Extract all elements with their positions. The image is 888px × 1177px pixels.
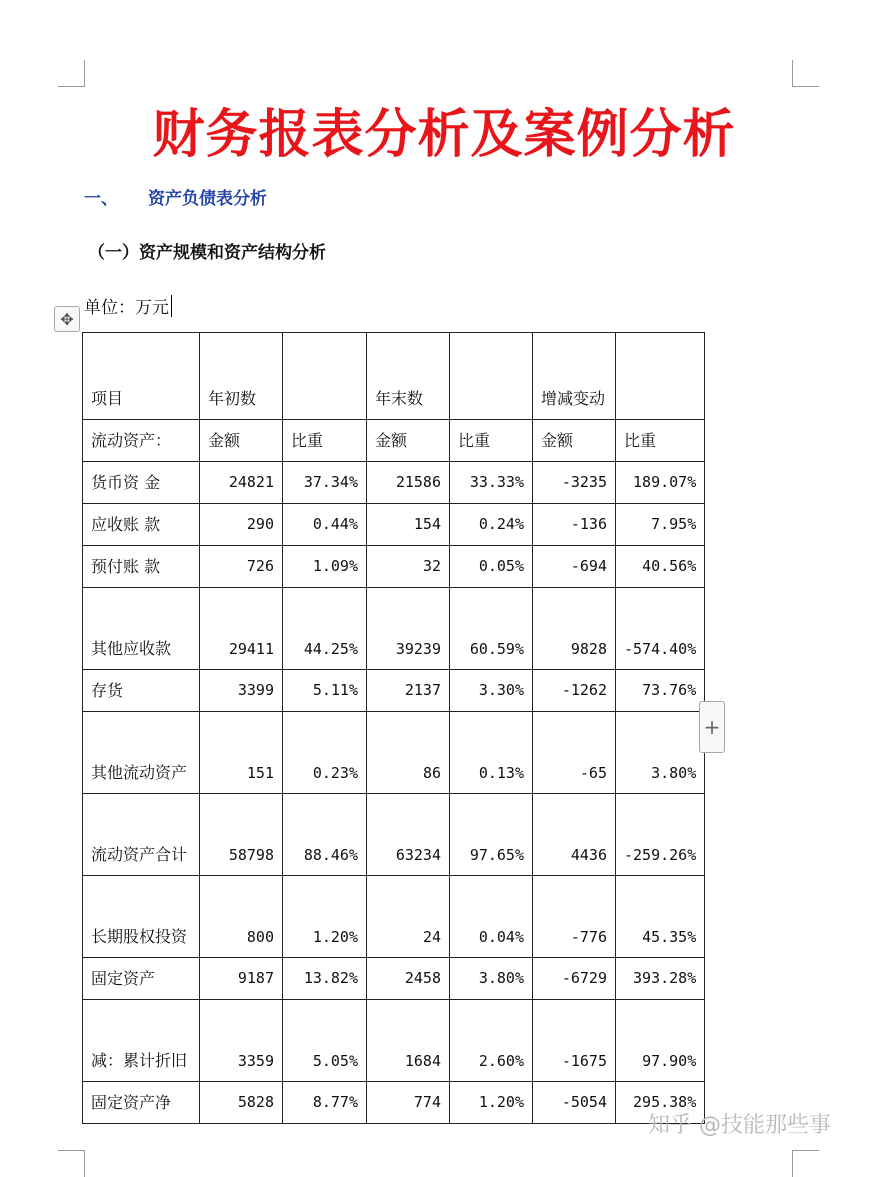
table-row: [83, 958, 705, 1000]
value-cell[interactable]: 24: [367, 876, 450, 958]
value-cell[interactable]: 5.11%: [283, 670, 367, 712]
row-label-cell[interactable]: 长期股权投资: [83, 876, 200, 958]
value-cell[interactable]: -1262: [533, 670, 616, 712]
header-cell[interactable]: 流动资产：: [83, 420, 200, 462]
table-subheader-row: [83, 420, 705, 462]
value-cell[interactable]: 3.80%: [616, 712, 705, 794]
value-cell[interactable]: 9828: [533, 588, 616, 670]
row-label-cell[interactable]: 固定资产净: [83, 1082, 200, 1124]
value-cell[interactable]: 3.30%: [450, 670, 533, 712]
header-cell[interactable]: 年初数: [200, 333, 283, 420]
value-cell[interactable]: 726: [200, 546, 283, 588]
row-label-cell[interactable]: 应收账 款: [83, 504, 200, 546]
value-cell[interactable]: -259.26%: [616, 794, 705, 876]
header-cell[interactable]: 年末数: [367, 333, 450, 420]
value-cell[interactable]: 97.65%: [450, 794, 533, 876]
value-cell[interactable]: -65: [533, 712, 616, 794]
value-cell[interactable]: -5054: [533, 1082, 616, 1124]
document-title: 财务报表分析及案例分析: [152, 105, 736, 165]
value-cell[interactable]: 32: [367, 546, 450, 588]
value-cell[interactable]: 189.07%: [616, 462, 705, 504]
page-corner-mark: [792, 1150, 819, 1177]
value-cell[interactable]: 3399: [200, 670, 283, 712]
value-cell[interactable]: -694: [533, 546, 616, 588]
unit-label[interactable]: [84, 293, 172, 318]
value-cell[interactable]: 39239: [367, 588, 450, 670]
value-cell[interactable]: 9187: [200, 958, 283, 1000]
table-row: [83, 670, 705, 712]
row-label-cell[interactable]: 货币资 金: [83, 462, 200, 504]
value-cell[interactable]: 1684: [367, 1000, 450, 1082]
text-cursor: [171, 295, 172, 317]
subsection-heading: （一）资产规模和资产结构分析: [88, 243, 326, 263]
header-cell[interactable]: 比重: [283, 420, 367, 462]
header-cell[interactable]: [283, 333, 367, 420]
header-cell[interactable]: 金额: [533, 420, 616, 462]
value-cell[interactable]: 2137: [367, 670, 450, 712]
value-cell[interactable]: 44.25%: [283, 588, 367, 670]
watermark: 知乎 @技能那些事: [648, 1113, 831, 1138]
value-cell[interactable]: 7.95%: [616, 504, 705, 546]
value-cell[interactable]: 8.77%: [283, 1082, 367, 1124]
value-cell[interactable]: 774: [367, 1082, 450, 1124]
value-cell[interactable]: 1.09%: [283, 546, 367, 588]
value-cell[interactable]: -136: [533, 504, 616, 546]
section-heading: [84, 184, 267, 209]
table-row: [83, 712, 705, 794]
value-cell[interactable]: 4436: [533, 794, 616, 876]
value-cell[interactable]: 0.23%: [283, 712, 367, 794]
value-cell[interactable]: 5828: [200, 1082, 283, 1124]
value-cell[interactable]: 1.20%: [283, 876, 367, 958]
table-row: [83, 546, 705, 588]
value-cell[interactable]: 0.04%: [450, 876, 533, 958]
header-cell[interactable]: 金额: [200, 420, 283, 462]
value-cell[interactable]: 73.76%: [616, 670, 705, 712]
table-header-row: [83, 333, 705, 420]
table-row: [83, 1082, 705, 1124]
value-cell[interactable]: 63234: [367, 794, 450, 876]
value-cell[interactable]: 13.82%: [283, 958, 367, 1000]
value-cell[interactable]: 3359: [200, 1000, 283, 1082]
header-cell[interactable]: 比重: [616, 420, 705, 462]
table-row: [83, 794, 705, 876]
value-cell[interactable]: 60.59%: [450, 588, 533, 670]
page-corner-mark: [792, 60, 819, 87]
add-row-icon[interactable]: +: [699, 701, 725, 753]
header-cell[interactable]: [450, 333, 533, 420]
row-label-cell[interactable]: 存货: [83, 670, 200, 712]
table-row: [83, 462, 705, 504]
value-cell[interactable]: 0.24%: [450, 504, 533, 546]
table-row: [83, 1000, 705, 1082]
row-label-cell[interactable]: 其他应收款: [83, 588, 200, 670]
value-cell[interactable]: 800: [200, 876, 283, 958]
move-icon[interactable]: ✥: [54, 306, 80, 332]
header-cell[interactable]: 增减变动: [533, 333, 616, 420]
value-cell[interactable]: 2.60%: [450, 1000, 533, 1082]
value-cell[interactable]: 88.46%: [283, 794, 367, 876]
value-cell[interactable]: -1675: [533, 1000, 616, 1082]
value-cell[interactable]: 290: [200, 504, 283, 546]
value-cell[interactable]: -6729: [533, 958, 616, 1000]
value-cell[interactable]: 86: [367, 712, 450, 794]
value-cell[interactable]: 40.56%: [616, 546, 705, 588]
table-row: [83, 588, 705, 670]
row-label-cell[interactable]: 固定资产: [83, 958, 200, 1000]
table-row: [83, 504, 705, 546]
value-cell[interactable]: 0.05%: [450, 546, 533, 588]
value-cell[interactable]: 24821: [200, 462, 283, 504]
row-label-cell[interactable]: 预付账 款: [83, 546, 200, 588]
unit-text: 单位：万元: [84, 298, 169, 318]
value-cell[interactable]: 5.05%: [283, 1000, 367, 1082]
value-cell[interactable]: 37.34%: [283, 462, 367, 504]
row-label-cell[interactable]: 其他流动资产: [83, 712, 200, 794]
row-label-cell[interactable]: 流动资产合计: [83, 794, 200, 876]
value-cell[interactable]: -3235: [533, 462, 616, 504]
value-cell[interactable]: 393.28%: [616, 958, 705, 1000]
value-cell[interactable]: 29411: [200, 588, 283, 670]
value-cell[interactable]: 45.35%: [616, 876, 705, 958]
value-cell[interactable]: 58798: [200, 794, 283, 876]
section-title: 资产负债表分析: [148, 189, 267, 209]
header-cell[interactable]: [616, 333, 705, 420]
page-corner-mark: [58, 60, 85, 87]
value-cell[interactable]: 151: [200, 712, 283, 794]
value-cell[interactable]: 3.80%: [450, 958, 533, 1000]
value-cell[interactable]: 295.38%: [616, 1082, 705, 1124]
value-cell[interactable]: 154: [367, 504, 450, 546]
section-number: 一、: [84, 189, 118, 209]
header-cell[interactable]: 项目: [83, 333, 200, 420]
header-cell[interactable]: 比重: [450, 420, 533, 462]
value-cell[interactable]: -776: [533, 876, 616, 958]
header-cell[interactable]: 金额: [367, 420, 450, 462]
value-cell[interactable]: 97.90%: [616, 1000, 705, 1082]
value-cell[interactable]: 33.33%: [450, 462, 533, 504]
value-cell[interactable]: 2458: [367, 958, 450, 1000]
value-cell[interactable]: 21586: [367, 462, 450, 504]
page-corner-mark: [58, 1150, 85, 1177]
value-cell[interactable]: 1.20%: [450, 1082, 533, 1124]
asset-structure-table: [82, 332, 705, 1124]
value-cell[interactable]: -574.40%: [616, 588, 705, 670]
table-row: [83, 876, 705, 958]
value-cell[interactable]: 0.44%: [283, 504, 367, 546]
row-label-cell[interactable]: 减：累计折旧: [83, 1000, 200, 1082]
value-cell[interactable]: 0.13%: [450, 712, 533, 794]
